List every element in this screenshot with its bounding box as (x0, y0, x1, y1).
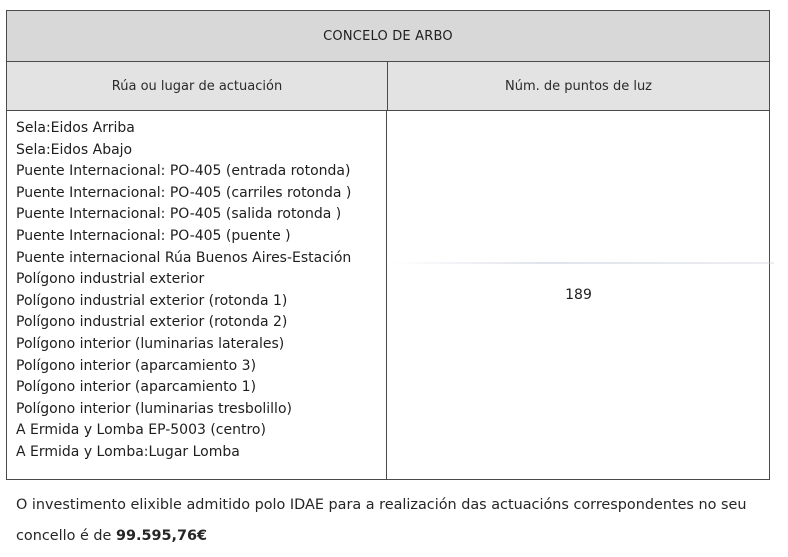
investment-amount: 99.595,76€ (115, 528, 208, 544)
table-title: CONCELO DE ARBO (7, 11, 769, 62)
location-item: Polígono interior (aparcamiento 1) (16, 379, 257, 396)
scan-artifact (390, 262, 774, 264)
points-column-header: Núm. de puntos de luz (504, 78, 653, 94)
location-item: Sela:Eidos Abajo (16, 141, 133, 158)
location-item: Puente Internacional: PO-405 (carriles rotonda ) (16, 184, 352, 201)
location-item: Polígono industrial exterior (16, 271, 205, 288)
location-item: Puente internacional Rúa Buenos Aires-Estación (16, 249, 352, 266)
location-item: Polígono interior (aparcamiento 3) (16, 357, 257, 374)
footnote-line-2 (16, 521, 776, 552)
investment-footnote (16, 490, 776, 552)
location-item: A Ermida y Lomba:Lugar Lomba (16, 443, 240, 460)
location-item: Polígono industrial exterior (rotonda 2) (16, 314, 288, 331)
location-item: Sela:Eidos Arriba (16, 120, 135, 136)
points-total: 189 (565, 287, 592, 303)
arbo-table (6, 10, 770, 480)
footnote-line-1: O investimento elixible admitido polo IDAE para a realización das actuacións correspondentes no seu (16, 497, 747, 513)
location-cell (7, 111, 387, 479)
header-row (7, 62, 769, 111)
location-item: A Ermida y Lomba EP-5003 (centro) (16, 422, 266, 439)
location-item: Polígono interior (luminarias laterales) (16, 335, 285, 352)
location-item: Puente Internacional: PO-405 (salida rotonda ) (16, 206, 342, 223)
location-column-header: Rúa ou lugar de actuación (7, 62, 388, 110)
table-body-row (7, 111, 769, 479)
location-item: Polígono industrial exterior (rotonda 1) (16, 292, 288, 309)
location-item: Polígono interior (luminarias tresbolillo) (16, 400, 292, 417)
location-item: Puente Internacional: PO-405 (puente ) (16, 227, 291, 244)
footnote-prefix: concello é de (16, 528, 116, 544)
location-item: Puente Internacional: PO-405 (entrada rotonda) (16, 163, 351, 180)
points-cell (388, 111, 769, 479)
